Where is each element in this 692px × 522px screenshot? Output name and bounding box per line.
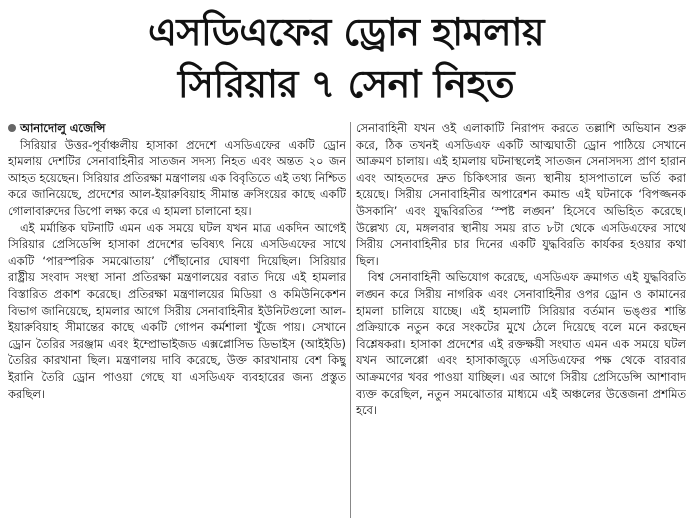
headline-line-2: সিরিয়ার ৭ সেনা নিহত	[177, 62, 515, 106]
left-paragraph-1: সিরিয়ার উত্তর-পূর্বাঞ্চলীয় হাসাকা প্রদেশে এসডিএফের একটি ড্রোন হামলায় দেশটির সেনাবাহিনীর সাতজন সদস্য নিহত এবং অন্তত ২০ জন আহত হয়েছেন। সিরিয়ার প্রতিরক্ষা মন্ত্রণালয় এক বিবৃতিতে এই তথ্য নিশ্চিত করে জানিয়েছে, প্রদেশের আল-ইয়ারুবিয়াহ সীমান্ত ক্রসিংয়ের কাছে একটি গোলাবারুদের ডিপো লক্ষ্য করে এ হামলা চালানো হয়।	[8, 137, 346, 218]
bullet-icon	[8, 124, 16, 132]
right-paragraph-2: বিশ্ব সেনাবাহিনী অভিযোগ করেছে, এসডিএফ ক্রমাগত এই যুদ্ধবিরতি লঙ্ঘন করে সিরীয় নাগরিক এবং সেনাবাহিনীর ওপর ড্রোন ও কামানের হামলা চালিয়ে যাচ্ছে। এই হামলাটি সিরিয়ার বর্তমান ভঙ্গুর শান্তি প্রক্রিয়াকে নতুন করে সংকটের মুখে ঠেলে দিয়েছে বলে মনে করছেন বিশ্লেষকরা। হাসাকা প্রদেশের এই রক্তক্ষয়ী সংঘাত এমন এক সময়ে ঘটল যখন আলেপ্পো এবং হাসাকাজুড়ে এসডিএফের পক্ষ থেকে বারবার আক্রমণের খবর পাওয়া যাচ্ছিল। এর আগে সিরীয় প্রেসিডেন্সি আশাবাদ ব্যক্ত করেছিল, নতুন সমঝোতার মাধ্যমে এই অঞ্চলের উত্তেজনা প্রশমিত হবে।	[356, 270, 686, 418]
left-column	[8, 120, 346, 520]
headline-line-1: এসডিএফের ড্রোন হামলায়	[148, 10, 544, 54]
byline-text: আনাদোলু এজেন্সি	[20, 121, 106, 135]
column-divider	[350, 122, 351, 518]
right-paragraph-1: সেনাবাহিনী যখন ওই এলাকাটি নিরাপদ করতে তল্লাশি অভিযান শুরু করে, ঠিক তখনই এসডিএফ একটি আত্মঘাতী ড্রোন পাঠিয়ে সেখানে আক্রমণ চালায়। এই হামলায় ঘটনাস্থলেই সাতজন সেনাসদস্য প্রাণ হারান এবং আহতদের দ্রুত চিকিৎসার জন্য স্থানীয় হাসপাতালে ভর্তি করা হয়েছে। সিরীয় সেনাবাহিনীর অপারেশন কমান্ড এই ঘটনাকে ‘বিপজ্জনক উসকানি’ এবং যুদ্ধবিরতির ‘স্পষ্ট লঙ্ঘন’ হিসেবে অভিহিত করেছে। উল্লেখ্য যে, মঙ্গলবার স্থানীয় সময় রাত ৮টা থেকে এসডিএফের সাথে সিরীয় সেনাবাহিনীর চার দিনের একটি যুদ্ধবিরতি কার্যকর হওয়ার কথা ছিল।	[356, 121, 686, 268]
right-column	[356, 120, 686, 520]
headline	[0, 6, 692, 110]
byline	[8, 120, 346, 137]
left-paragraph-2: এই মর্মান্তিক ঘটনাটি এমন এক সময়ে ঘটল যখন মাত্র একদিন আগেই সিরিয়ার প্রেসিডেন্সি হাসাকা প্রদেশের ভবিষ্যৎ নিয়ে এসডিএফের সাথে একটি ‘পারস্পরিক সমঝোতায়’ পৌঁছানোর ঘোষণা দিয়েছিল। সিরিয়ার রাষ্ট্রীয় সংবাদ সংস্থা সানা প্রতিরক্ষা মন্ত্রণালয়ের বরাত দিয়ে এই হামলার বিস্তারিত প্রকাশ করেছে। প্রতিরক্ষা মন্ত্রণালয়ের মিডিয়া ও কমিউনিকেশন বিভাগ জানিয়েছে, হামলার আগে সিরীয় সেনাবাহিনীর ইউনিটগুলো আল-ইয়ারুবিয়াহ সীমান্তের কাছে একটি গোপন কর্মশালা খুঁজে পায়। সেখানে ড্রোন তৈরির সরঞ্জাম এবং ইম্প্রোভাইজড এক্সপ্লোসিভ ডিভাইস (আইইডি) তৈরির কারখানা ছিল। মন্ত্রণালয় দাবি করেছে, উক্ত কারখানায় বেশ কিছু ইরানি তৈরি ড্রোন পাওয়া গেছে যা এসডিএফ ব্যবহারের জন্য প্রস্তুত করছিল।	[8, 220, 346, 401]
